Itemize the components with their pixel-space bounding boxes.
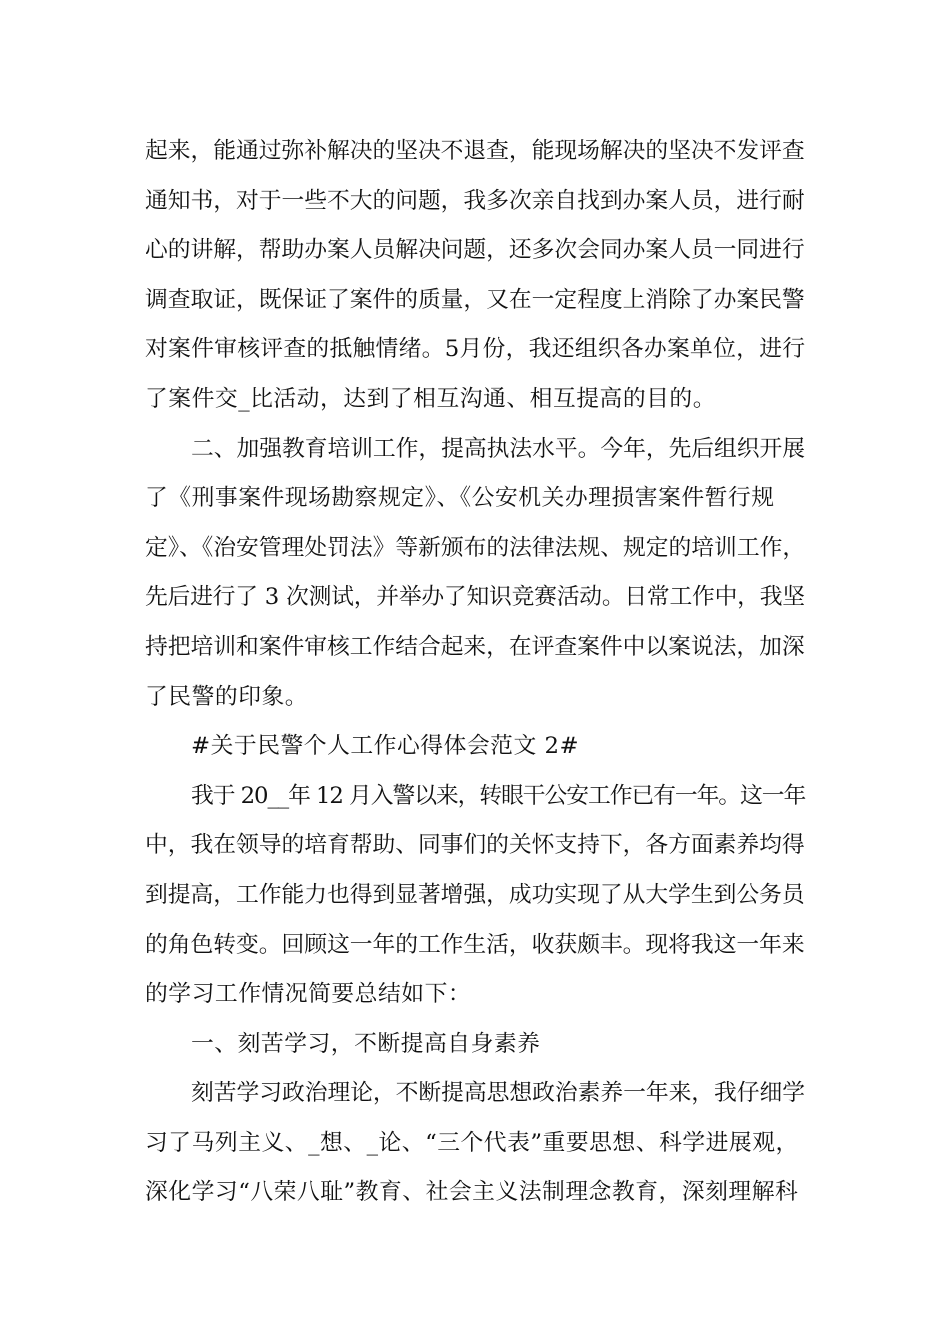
text-line: #关于民警个人工作心得体会范文 2# (191, 733, 580, 760)
text-line: 一、刻苦学习，不断提高自身素养 (191, 1030, 541, 1057)
text-line: 持把培训和案件审核工作结合起来，在评查案件中以案说法，加深 (145, 633, 805, 660)
text-line: 对案件审核评查的抵触情绪。5月份，我还组织各办案单位，进行 (145, 336, 806, 363)
text-line: 刻苦学习政治理论，不断提高思想政治素养一年来，我仔细学 (191, 1080, 806, 1107)
text-line: 中，我在领导的培育帮助、同事们的关怀支持下，各方面素养均得 (145, 832, 805, 859)
text-line: 了案件交_比活动，达到了相互沟通、相互提高的目的。 (145, 385, 717, 412)
text-line: 到提高，工作能力也得到显著增强，成功实现了从大学生到公务员 (145, 881, 805, 908)
text-line: 先后进行了 3 次测试，并举办了知识竞赛活动。日常工作中，我坚 (145, 584, 805, 611)
text-line: 了《刑事案件现场勘察规定》、《公安机关办理损害案件暂行规 (145, 485, 775, 512)
document-body (145, 127, 805, 1218)
text-line: 的学习工作情况简要总结如下： (145, 981, 472, 1008)
text-line: 我于 20__年 12 月入警以来，转眼干公安工作已有一年。这一年 (191, 782, 806, 809)
text-line: 心的讲解，帮助办案人员解决问题，还多次会同办案人员一同进行 (145, 237, 805, 264)
text-line: 起来，能通过弥补解决的坚决不退查，能现场解决的坚决不发评查 (145, 138, 805, 164)
text-line: 深化学习“八荣八耻”教育、社会主义法制理念教育，深刻理解科 (145, 1179, 799, 1206)
text-line: 二、加强教育培训工作，提高执法水平。今年，先后组织开展 (191, 435, 806, 462)
text-line: 了民警的印象。 (145, 683, 309, 710)
text-line: 习了马列主义、_想、_论、“三个代表”重要思想、科学进展观， (145, 1129, 799, 1156)
text-line: 定》、《治安管理处罚法》等新颁布的法律法规、规定的培训工作， (145, 534, 806, 561)
text-line: 通知书，对于一些不大的问题，我多次亲自找到办案人员，进行耐 (145, 187, 805, 214)
text-line: 调查取证，既保证了案件的质量，又在一定程度上消除了办案民警 (145, 286, 805, 313)
text-line: 的角色转变。回顾这一年的工作生活，收获颇丰。现将我这一年来 (145, 931, 805, 958)
